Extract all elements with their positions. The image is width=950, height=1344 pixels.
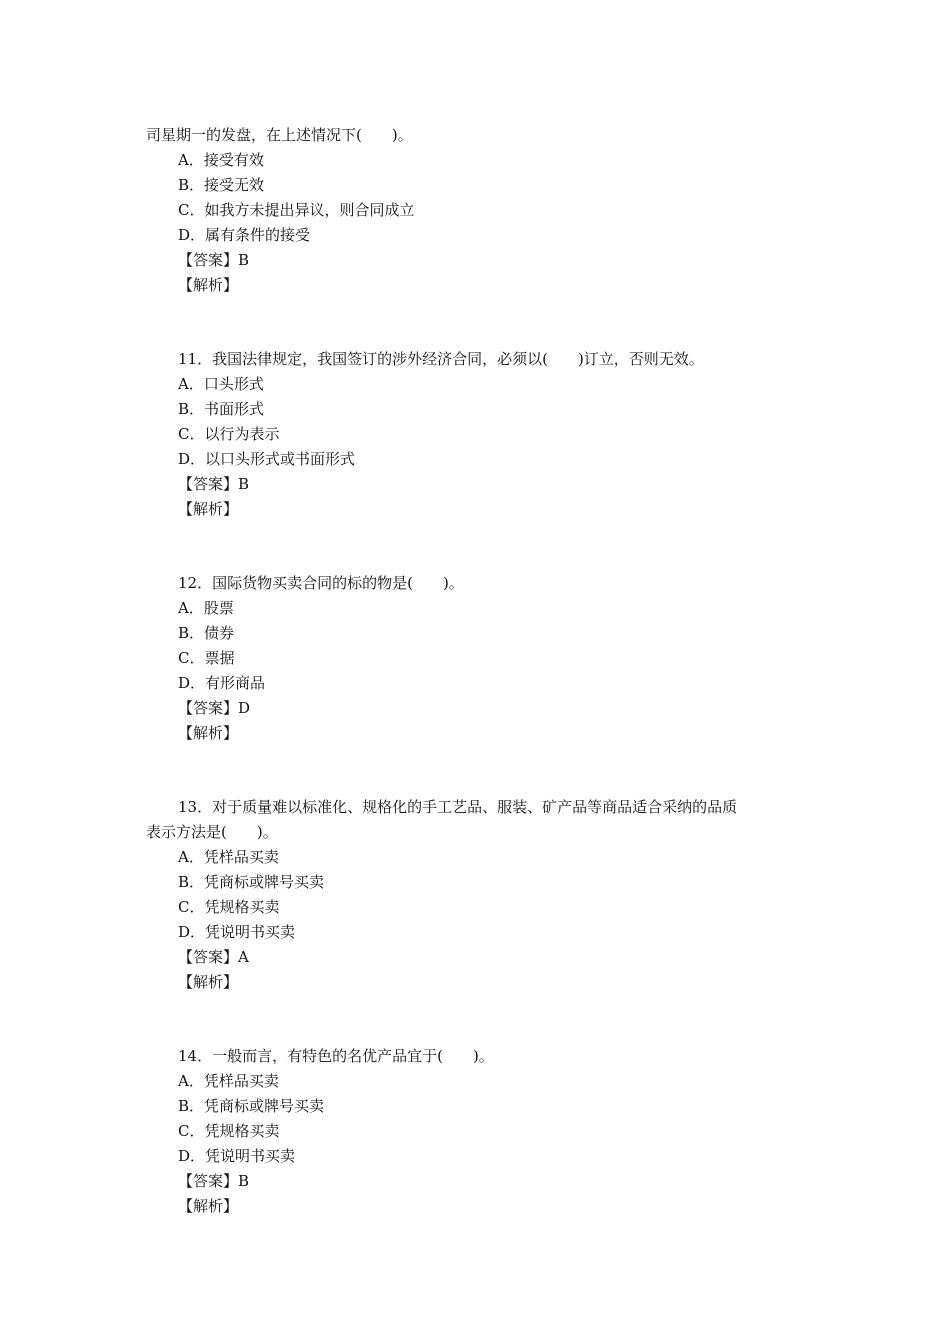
option-d: D．凭说明书买卖 (178, 1147, 296, 1165)
option-a: A．接受有效 (178, 151, 264, 169)
question-text: 司星期一的发盘，在上述情况下( )。 (146, 126, 413, 144)
option-b: B．凭商标或牌号买卖 (178, 873, 325, 891)
analysis-line: 【解析】 (178, 973, 239, 991)
option-b: B．凭商标或牌号买卖 (178, 1097, 325, 1115)
answer-line: 【答案】D (178, 699, 251, 717)
option-a: A．股票 (178, 599, 234, 617)
option-a: A．凭样品买卖 (178, 848, 279, 866)
analysis-line: 【解析】 (178, 724, 239, 742)
answer-line: 【答案】B (178, 1172, 250, 1190)
option-c: C．以行为表示 (178, 425, 280, 443)
option-c: C．票据 (178, 649, 235, 667)
option-b: B．书面形式 (178, 400, 265, 418)
option-a: A．凭样品买卖 (178, 1072, 279, 1090)
answer-line: 【答案】B (178, 475, 250, 493)
question-text: 12．国际货物买卖合同的标的物是( )。 (178, 574, 464, 592)
option-a: A．口头形式 (178, 375, 264, 393)
answer-line: 【答案】B (178, 251, 250, 269)
answer-line: 【答案】A (178, 948, 249, 966)
analysis-line: 【解析】 (178, 1197, 239, 1215)
question-text-continued: 表示方法是( )。 (146, 823, 278, 841)
analysis-line: 【解析】 (178, 276, 239, 294)
analysis-line: 【解析】 (178, 500, 239, 518)
option-c: C．凭规格买卖 (178, 1122, 280, 1140)
option-b: B．债券 (178, 624, 235, 642)
option-d: D．有形商品 (178, 674, 266, 692)
option-b: B．接受无效 (178, 176, 265, 194)
option-d: D．凭说明书买卖 (178, 923, 296, 941)
question-text: 13．对于质量难以标准化、规格化的手工艺品、服装、矿产品等商品适合采纳的品质 (178, 798, 738, 816)
option-c: C．凭规格买卖 (178, 898, 280, 916)
option-c: C．如我方未提出异议，则合同成立 (178, 201, 415, 219)
option-d: D．以口头形式或书面形式 (178, 450, 356, 468)
question-text: 14．一般而言，有特色的名优产品宜于( )。 (178, 1047, 494, 1065)
question-text: 11．我国法律规定，我国签订的涉外经济合同，必须以( )订立，否则无效。 (178, 350, 704, 368)
option-d: D．属有条件的接受 (178, 226, 311, 244)
